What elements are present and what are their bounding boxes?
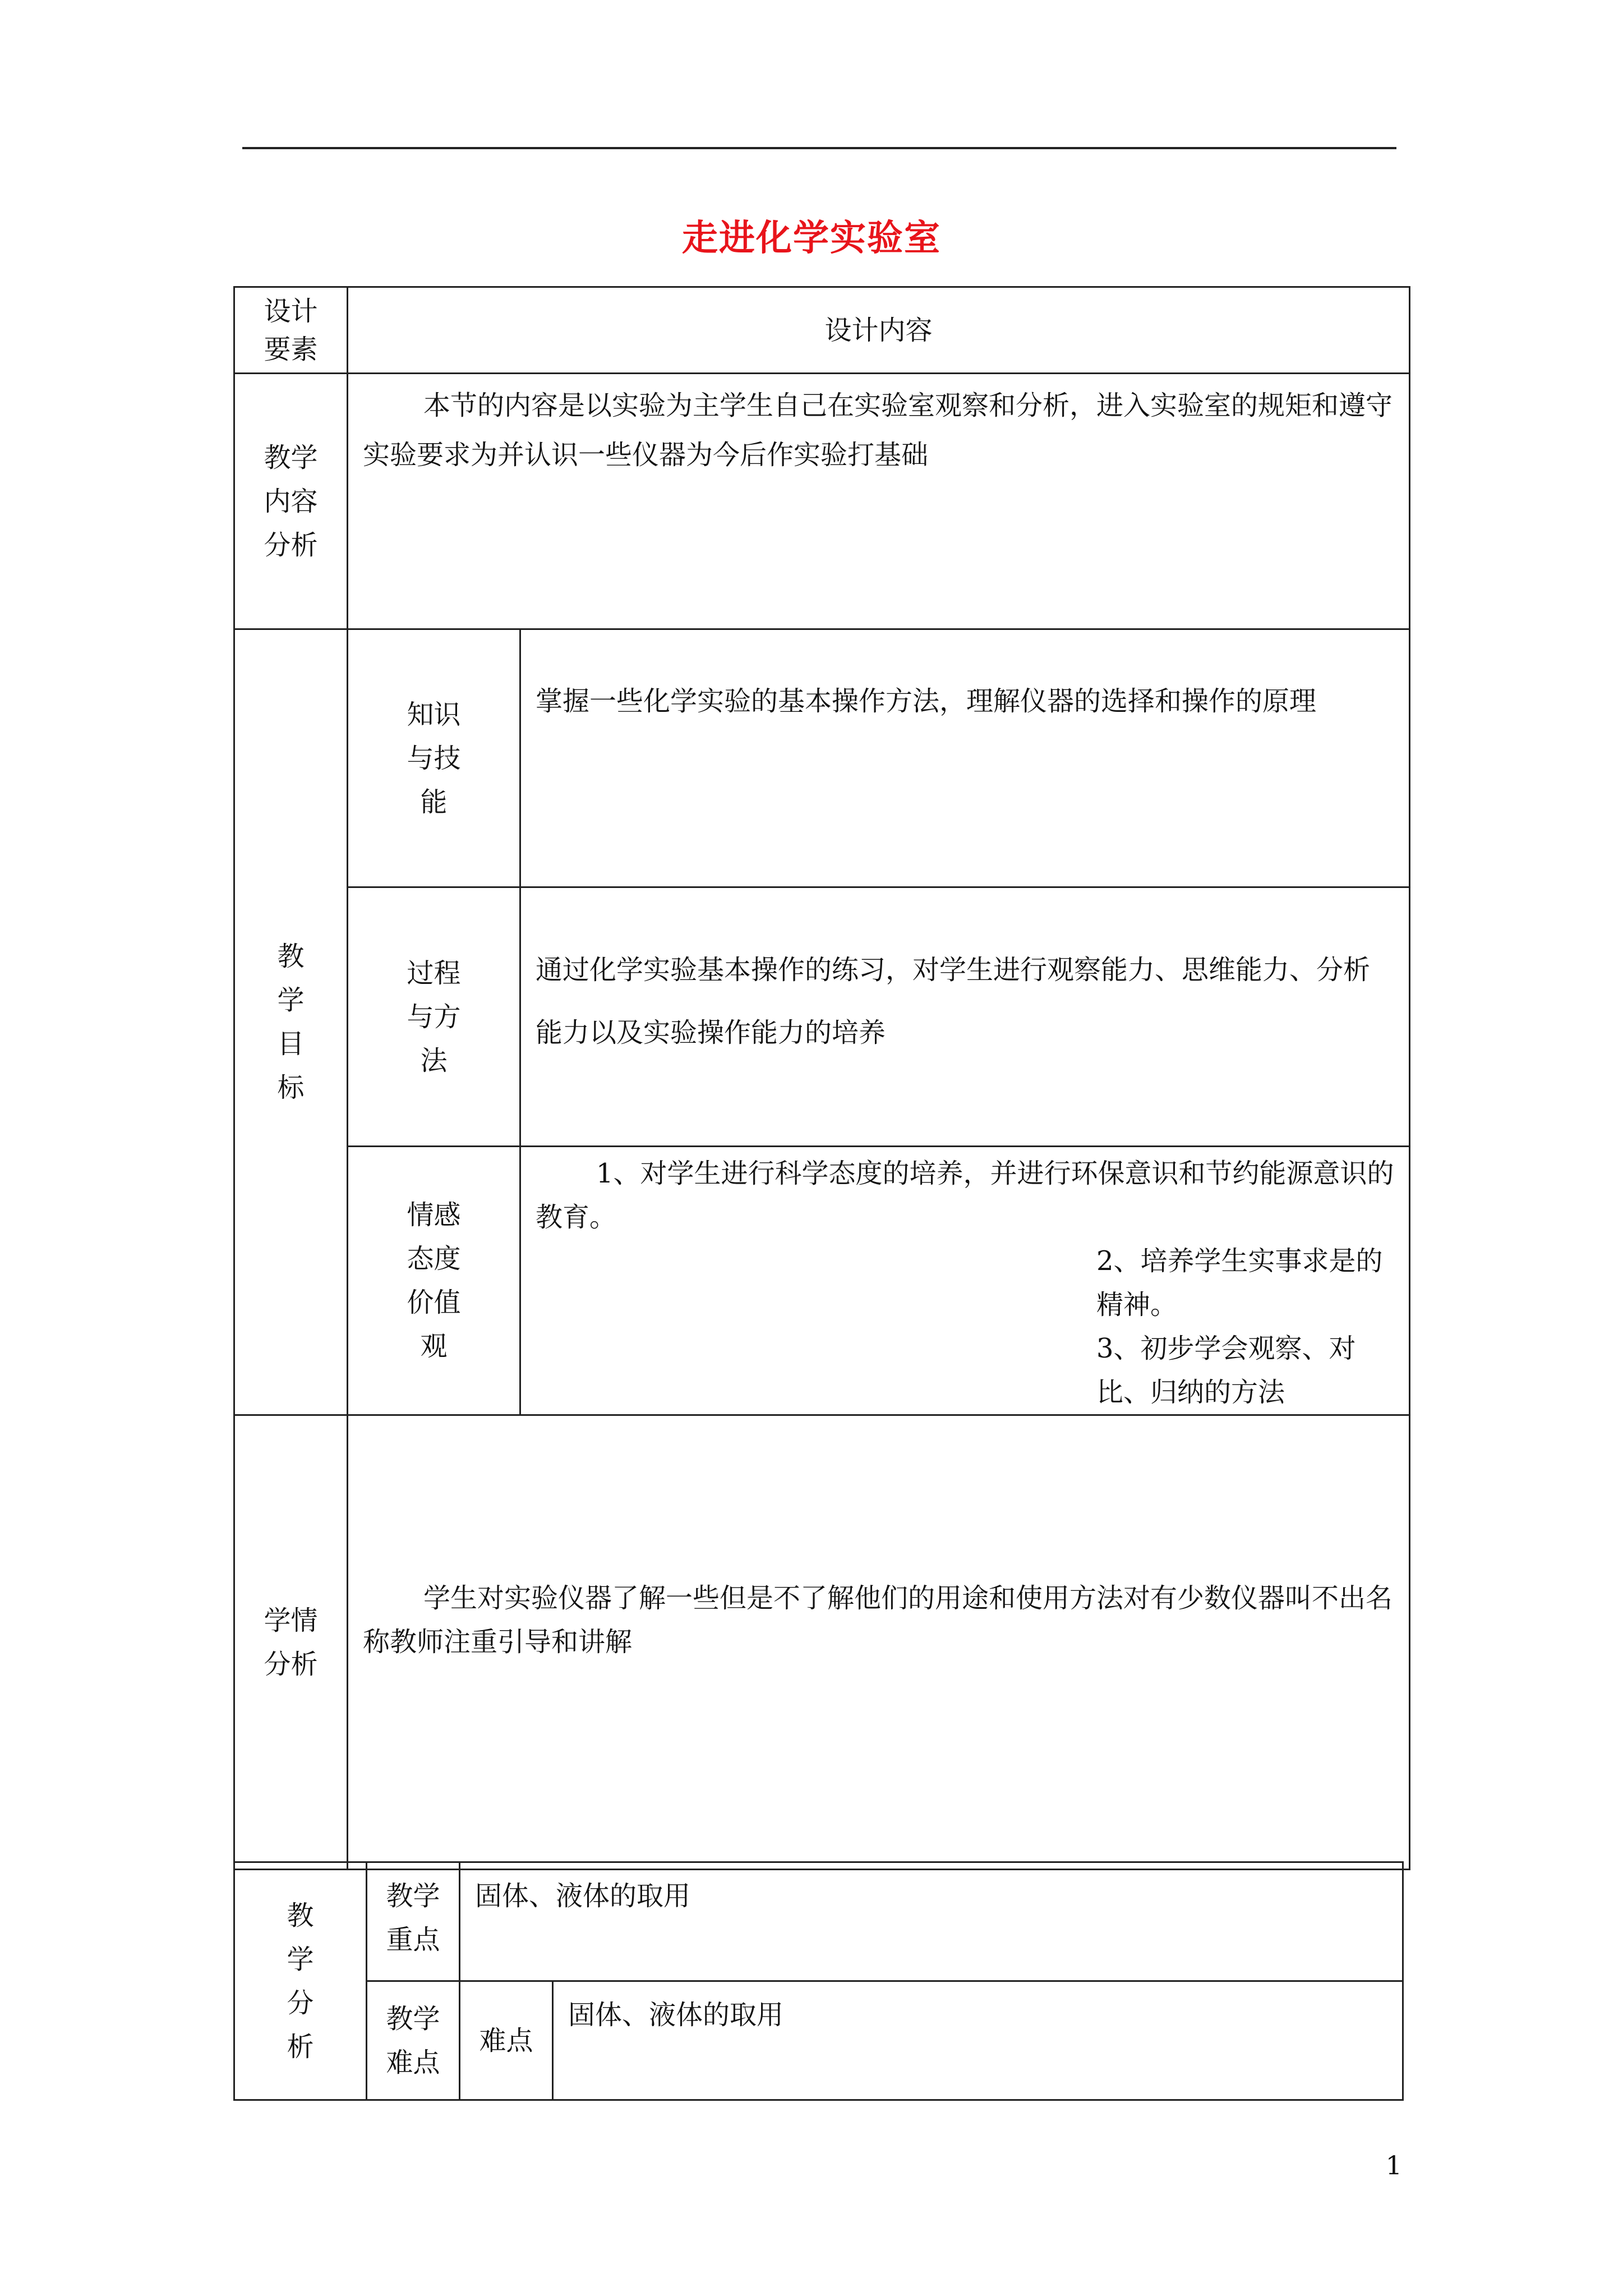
difficult-points-label: 教学难点 — [367, 1981, 460, 2100]
header-rule — [242, 147, 1396, 149]
design-table — [233, 286, 1410, 1870]
teaching-analysis-label: 教学分析 — [234, 1862, 367, 2100]
difficult-points-sublabel: 难点 — [460, 1981, 553, 2100]
objectives-label: 教学目标 — [234, 629, 348, 1415]
process-methods-text: 通过化学实验基本操作的练习，对学生进行观察能力、思维能力、分析能力以及实验操作能力的培养 — [520, 887, 1410, 1147]
design-element-header: 设计要素 — [234, 287, 348, 374]
page-title: 走进化学实验室 — [682, 218, 941, 259]
student-analysis-text: 学生对实验仪器了解一些但是不了解他们的用途和使用方法对有少数仪器叫不出名称教师注重引导和讲解 — [348, 1415, 1410, 1870]
process-row — [234, 887, 1410, 1147]
key-points-label: 教学重点 — [367, 1862, 460, 1981]
page-number: 1 — [1385, 2150, 1402, 2180]
emotion-goal-2: 2、培养学生实事求是的精神。 — [1096, 1245, 1383, 1320]
key-points-text: 固体、液体的取用 — [460, 1862, 1403, 1981]
process-methods-label: 过程与方法 — [348, 887, 520, 1147]
key-points-row — [234, 1862, 1403, 1981]
emotion-goal-3: 3、初步学会观察、对比、归纳的方法 — [1096, 1333, 1356, 1408]
emotion-row — [234, 1147, 1410, 1415]
emotion-goal-1: 1、对学生进行科学态度的培养，并进行环保意识和节约能源意识的教育。 — [536, 1158, 1394, 1233]
emotion-attitude-values-label: 情感态度价值观 — [348, 1147, 520, 1415]
emotion-goals — [520, 1147, 1410, 1415]
knowledge-row — [234, 629, 1410, 887]
header-row — [234, 287, 1410, 374]
content-analysis-text: 本节的内容是以实验为主学生自己在实验室观察和分析，进入实验室的规矩和遵守实验要求为并认识一些仪器为今后作实验打基础 — [348, 374, 1410, 629]
content-analysis-label: 教学内容分析 — [234, 374, 348, 629]
teaching-analysis-table — [233, 1861, 1404, 2101]
content-analysis-row — [234, 374, 1410, 629]
student-analysis-label: 学情分析 — [234, 1415, 348, 1870]
knowledge-skills-text: 掌握一些化学实验的基本操作方法，理解仪器的选择和操作的原理 — [520, 629, 1410, 887]
knowledge-skills-label: 知识与技能 — [348, 629, 520, 887]
student-analysis-row — [234, 1415, 1410, 1870]
design-content-header: 设计内容 — [348, 287, 1410, 374]
difficult-points-text: 固体、液体的取用 — [553, 1981, 1403, 2100]
difficult-points-row — [234, 1981, 1403, 2100]
